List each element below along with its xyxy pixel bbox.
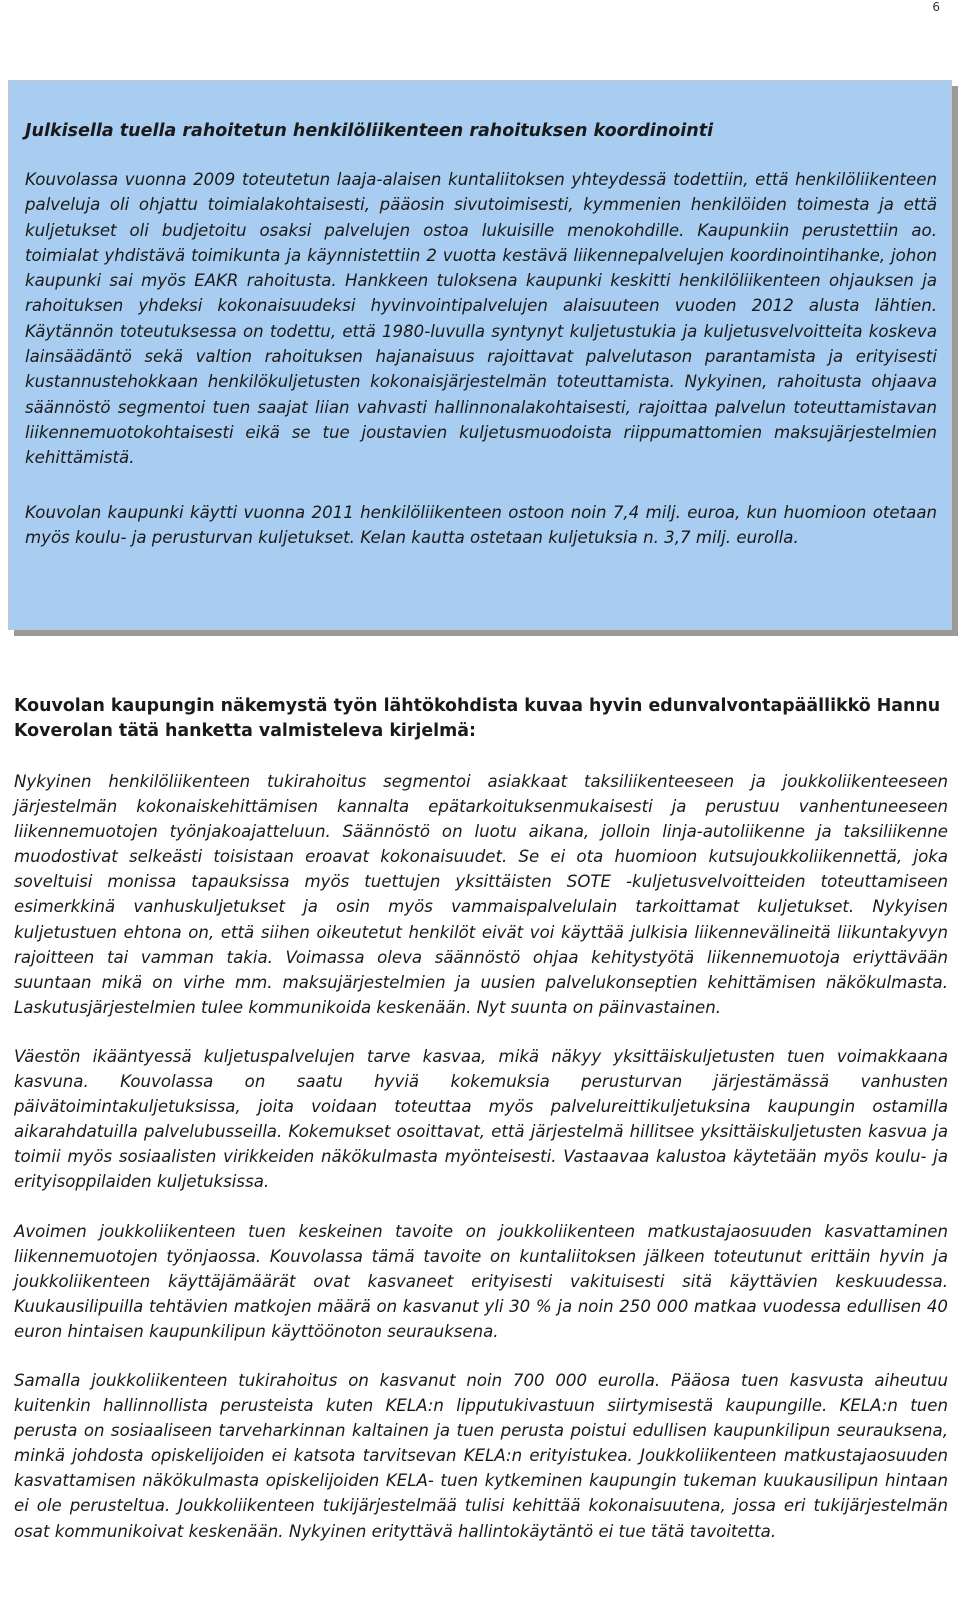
info-box-paragraph: Kouvolassa vuonna 2009 toteutetun laaja-alaisen kuntaliitoksen yhteydessä todettiin, että henkilöliikenteen palveluja oli ohjattu toimialakohtaisesti, pääosin sivutoimisesti, kymmenien henkilöiden toimesta ja että kuljetukset oli budjetoitu osaksi palvelujen ostoa lukuisille menokohdille. Kaupunkiin perustettiin ao. toimialat yhdistävä toimikunta ja käynnistettiin 2 vuotta kestävä liikennepalvelujen koordinointihanke, johon kaupunki sai myös EAKR rahoitusta. Hankkeen tuloksena kaupunki keskitti henkilöliikenteen ohjauksen ja rahoituksen yhdeksi kokonaisuudeksi hyvinvointipalvelujen alaisuuteen vuoden 2012 alusta lähtien. Käytännön toteutuksessa on todettu, että 1980-luvulla syntynyt kuljetustukia ja kuljetusvelvoitteita koskeva lainsäädäntö sekä valtion rahoituksen hajanaisuus rajoittavat palvelutason parantamista ja erityisesti kustannustehokkaan henkilökuljetusten kokonaisjärjestelmän toteuttamista. Nykyinen, rahoitusta ohjaava säännöstö segmentoi tuen saajat liian vahvasti hallinnonalakohtaisesti, rajoittaa palvelun toteuttamistavan liikennemuotokohtaisesti eikä se tue joustavien kuljetusmuodoista riippumattomien maksujärjestelmien kehittämistä. [25,170,937,468]
section-heading: Kouvolan kaupungin näkemystä työn lähtökohdista kuvaa hyvin edunvalvontapäällikkö Hannu Koverolan tätä hanketta valmisteleva kirjelmä: [14,696,941,741]
info-box-title: Julkisella tuella rahoitetun henkilöliikenteen rahoituksen koordinointi [25,121,714,141]
info-box-content [25,119,937,579]
info-box-paragraph: Kouvolan kaupunki käytti vuonna 2011 henkilöliikenteen ostoon noin 7,4 milj. euroa, kun huomioon otetaan myös koulu- ja perusturvan kuljetukset. Kelan kautta ostetaan kuljetuksia n. 3,7 milj. eurolla. [25,502,937,547]
body-paragraph: Avoimen joukkoliikenteen tuen keskeinen tavoite on joukkoliikenteen matkustajaosuuden kasvattaminen liikennemuotojen työnjaossa. Kouvolassa tämä tavoite on kuntaliitoksen jälkeen toteutunut erittäin hyvin ja joukkoliikenteen käyttäjämäärät ovat kasvaneet erityisesti vakituisesti sitä käyttävien keskuudessa. Kuukausilipuilla tehtävien matkojen määrä on kasvanut yli 30 % ja noin 250 000 matkaa vuodessa edullisen 40 euron hintaisen kaupunkilipun käyttöönoton seurauksena. [14,1221,948,1341]
info-box [8,80,952,630]
body-paragraph: Väestön ikääntyessä kuljetuspalvelujen tarve kasvaa, mikä näkyy yksittäiskuljetusten tuen voimakkaana kasvuna. Kouvolassa on saatu hyviä kokemuksia perusturvan järjestämässä vanhusten päivätoimintakuljetuksissa, joita voidaan toteuttaa myös palvelureittikuljetuksina kaupungin ostamilla aikarahdatuilla palvelubusseilla. Kokemukset osoittavat, että järjestelmä hillitsee yksittäiskuljetusten kasvua ja toimii myös sosiaalisten virikkeiden näkökulmasta myönteisesti. Vastaavaa kalustoa käytetään myös koulu- ja erityisoppilaiden kuljetuksissa. [14,1046,948,1192]
body-paragraph: Nykyinen henkilöliikenteen tukirahoitus segmentoi asiakkaat taksiliikenteeseen ja joukkoliikenteeseen järjestelmän kokonaiskehittämisen kannalta epätarkoituksenmukaisesti ja perustuu vanhentuneeseen liikennemuotojen työnjakoajatteluun. Säännöstö on luotu aikana, jolloin linja-autoliikenne ja taksiliikenne muodostivat selkeästi toisistaan eroavat kokonaisuudet. Se ei ota huomioon kutsujoukkoliikennettä, joka soveltuisi monissa tapauksissa myös tuettujen yksittäisten SOTE -kuljetusvelvoitteiden toteuttamiseen esimerkkinä vanhuskuljetukset ja osin myös vammaispalvelulain tarkoittamat kuljetukset. Nykyisen kuljetustuen ehtona on, että siihen oikeutetut henkilöt eivät voi käyttää julkisia liikennevälineitä liikuntakyvyn rajoitteen tai vamman takia. Voimassa oleva säännöstö ohjaa kehitystyötä liikennemuotoja eriyttävään suuntaan mikä on virhe mm. maksujärjestelmien ja uusien palvelukonseptien kehittämisen näkökulmasta. Laskutusjärjestelmien tulee kommunikoida keskenään. Nyt suunta on päinvastainen. [14,772,948,1017]
main-content [14,694,948,1568]
page-number: 6 [932,0,940,14]
body-paragraph: Samalla joukkoliikenteen tukirahoitus on kasvanut noin 700 000 eurolla. Pääosa tuen kasvusta aiheutuu kuitenkin hallinnollista perusteista kuten KELA:n lipputukivastuun siirtymisestä kaupungille. KELA:n tuen perusta on sosiaaliseen tarveharkinnan kaltainen ja tuen perusta poistui edullisen kaupunkilipun seurauksena, minkä johdosta opiskelijoiden ei katsota tarvitsevan KELA:n erityistukea. Joukkoliikenteen matkustajaosuuden kasvattamisen näkökulmasta opiskelijoiden KELA- tuen kytkeminen kaupungin tukeman kuukausilipun hintaan ei ole perusteltua. Joukkoliikenteen tukijärjestelmää tulisi kehittää kokonaisuutena, jossa eri tukijärjestelmän osat kommunikoivat keskenään. Nykyinen erityttävä hallintokäytäntö ei tue tätä tavoitetta. [14,1370,948,1541]
